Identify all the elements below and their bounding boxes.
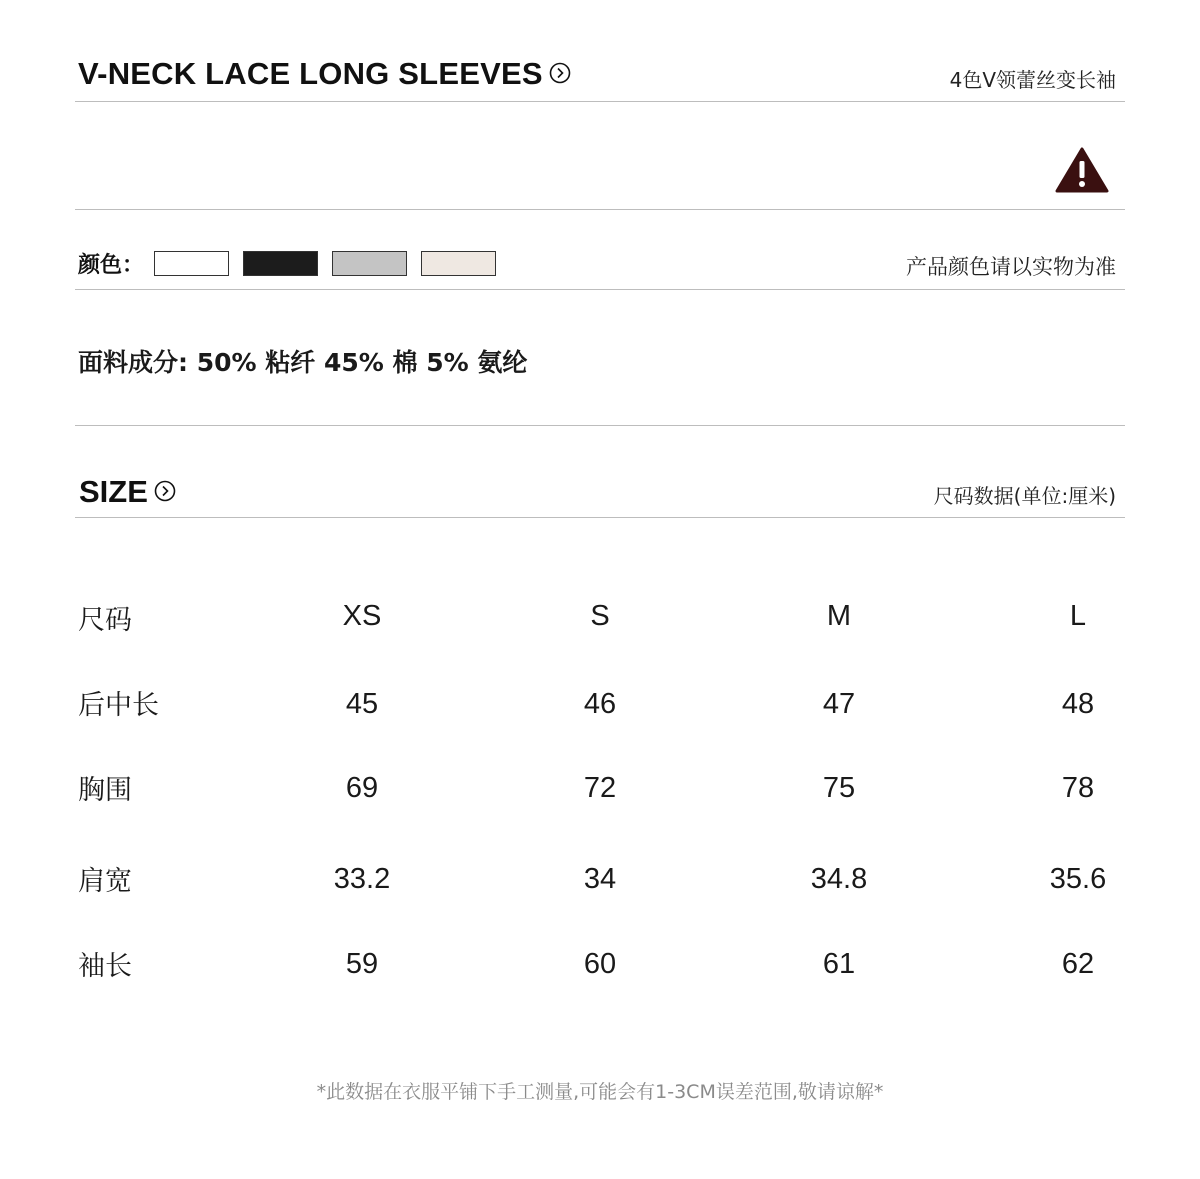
color-swatch-cream[interactable] <box>421 251 496 276</box>
divider <box>75 517 1125 518</box>
table-cell: 72 <box>583 772 617 804</box>
product-title-text: V-NECK LACE LONG SLEEVES <box>78 56 543 91</box>
size-title <box>79 474 176 510</box>
table-cell: 47 <box>822 688 856 720</box>
table-cell: 35.6 <box>1049 863 1107 895</box>
table-cell: 69 <box>345 772 379 804</box>
divider <box>75 289 1125 290</box>
table-cell: 61 <box>822 948 856 980</box>
product-title <box>78 56 571 92</box>
table-cell: 45 <box>345 688 379 720</box>
column-header: M <box>826 600 852 632</box>
table-cell: 59 <box>345 948 379 980</box>
color-note: 产品颜色请以实物为准 <box>906 255 1116 279</box>
product-subtitle: 4色V领蕾丝变长袖 <box>949 68 1116 92</box>
row-label: 肩宽 <box>78 866 132 897</box>
size-title-text: SIZE <box>79 474 148 509</box>
divider <box>75 101 1125 102</box>
table-cell: 48 <box>1061 688 1095 720</box>
size-header-label: 尺码 <box>78 605 132 636</box>
divider <box>75 209 1125 210</box>
table-cell: 78 <box>1061 772 1095 804</box>
color-label: 颜色： <box>78 253 145 278</box>
table-cell: 60 <box>583 948 617 980</box>
table-cell: 34 <box>583 863 617 895</box>
row-label: 袖长 <box>78 951 132 982</box>
color-swatch-white[interactable] <box>154 251 229 276</box>
color-swatch-grey[interactable] <box>332 251 407 276</box>
fabric-composition: 面料成分: 50% 粘纤 45% 棉 5% 氨纶 <box>78 348 528 377</box>
table-cell: 62 <box>1061 948 1095 980</box>
chevron-right-icon <box>154 474 176 510</box>
divider <box>75 425 1125 426</box>
table-cell: 34.8 <box>810 863 868 895</box>
column-header: XS <box>342 600 382 632</box>
color-row <box>78 248 510 279</box>
size-unit-note: 尺码数据(单位:厘米) <box>933 484 1116 508</box>
chevron-right-icon <box>549 56 571 92</box>
color-swatch-black[interactable] <box>243 251 318 276</box>
column-header: S <box>590 600 610 632</box>
row-label: 胸围 <box>78 775 132 806</box>
column-header: L <box>1069 600 1087 632</box>
row-label: 后中长 <box>78 690 159 721</box>
measurement-footnote: *此数据在衣服平铺下手工测量,可能会有1-3CM误差范围,敬请谅解* <box>316 1081 884 1103</box>
table-cell: 46 <box>583 688 617 720</box>
table-cell: 75 <box>822 772 856 804</box>
warning-triangle-icon <box>1054 146 1110 198</box>
table-cell: 33.2 <box>333 863 391 895</box>
